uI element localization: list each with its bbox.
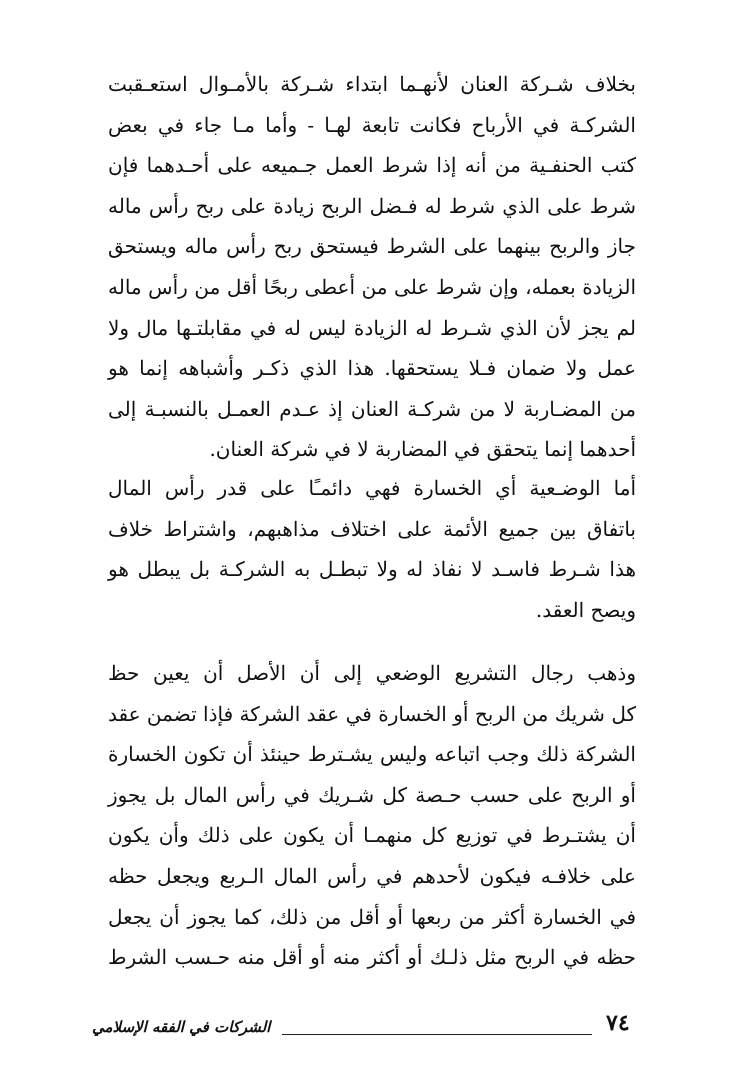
page-footer — [60, 1008, 644, 1048]
text-line: وذهب رجال التشريع الوضعي إلى أن الأصل أن يعين حظ — [108, 661, 636, 685]
footer-divider — [282, 1034, 592, 1035]
paragraph-3 — [108, 653, 636, 978]
text-line: حظه في الربح مثل ذلـك أو أكثر منه أو أقل منه حـسب الشرط — [108, 945, 636, 970]
text-line: على خلافـه فيكون لأحدهم في رأس المال الـربع ويجعل حظه — [108, 863, 636, 888]
text-line: ويصح العقد. — [535, 597, 636, 622]
paragraph-2 — [108, 468, 636, 630]
text-line: كل شريك من الربح أو الخسارة في عقد الشركة فإذا تضمن عقد — [108, 701, 636, 726]
text-line: أحدهما إنما يتحقق في المضاربة لا في شركة العنان. — [209, 437, 636, 462]
text-line: أن يشتـرط في توزيع كل منهمـا أن يكون على ذلك وأن يكون — [108, 823, 636, 848]
paragraph-1 — [108, 64, 636, 470]
text-line: في الخسارة أكثر من ربعها أو أقل من ذلك، كما يجوز أن يجعل — [108, 904, 636, 929]
text-line: لم يجز لأن الذي شـرط له الزيادة ليس له في مقابلتـها مال ولا — [108, 315, 636, 340]
text-line: الشركـة في الأرباح فكانت تابعة لهـا - وأما مـا جاء في بعض — [108, 112, 636, 137]
text-line: كتب الحنفـية من أنه إذا شرط العمل جـميعه على أحـدهما فإن — [108, 153, 636, 178]
text-line: من المضـاربة لا من شركـة العنان إذ عـدم العمـل بالنسبـة إلى — [108, 396, 636, 421]
text-line: عمل ولا ضمان فـلا يستحقها. هذا الذي ذكـر وأشباهه إنما هو — [108, 356, 636, 381]
text-line: شرط على الذي شرط له فـضل الربح زيادة على ربح رأس ماله — [108, 193, 636, 218]
text-line: أما الوضـعية أي الخسارة فهي دائمـًا على قدر رأس المال — [108, 476, 636, 500]
page-number: ٧٤ — [606, 1010, 630, 1036]
text-line: الزيادة بعمله، وإن شرط على من أعطى ربحًا أقل من رأس ماله — [108, 274, 636, 299]
text-line: باتفاق بين جميع الأئمة على اختلاف مذاهبهم، واشتراط خلاف — [108, 516, 636, 541]
text-line: هذا شـرط فاسـد لا نفاذ له ولا تبطـل به الشركـة بل يبطل هو — [108, 557, 636, 582]
text-line: بخلاف شـركة العنان لأنهـما ابتداء شـركة بالأمـوال استعـقبت — [108, 72, 636, 96]
running-title: الشركات في الفقه الإسلامي — [92, 1018, 271, 1036]
text-line: جاز والربح بينهما على الشرط فيستحق ربح رأس ماله ويستحق — [108, 234, 636, 259]
text-line: الشركة ذلك وجب اتباعه وليس يشـترط حينئذ أن تكون الخسارة — [108, 742, 636, 767]
text-line: أو الربح على حسب حـصة كل شـريك في رأس المال بل يجوز — [108, 782, 636, 807]
